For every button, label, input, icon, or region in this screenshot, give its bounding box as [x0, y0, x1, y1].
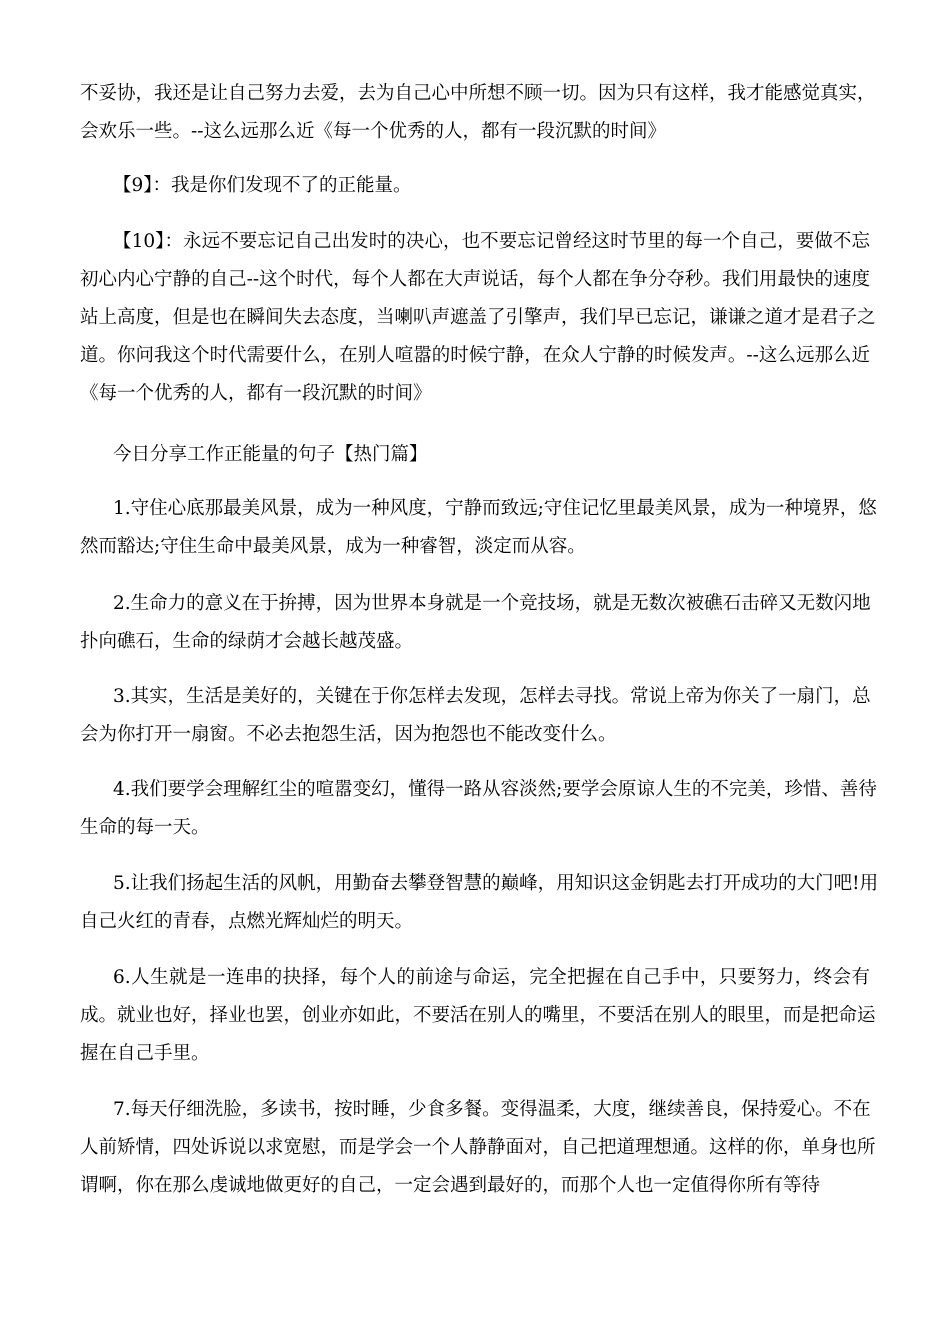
- list-item-3: [80, 678, 870, 754]
- text-line: 人前矫情，四处诉说以求宽慰，而是学会一个人静静面对，自己把道理想通。这样的你，单身也所: [80, 1137, 876, 1158]
- text-line: 3.其实，生活是美好的，关键在于你怎样去发现，怎样去寻找。常说上帝为你关了一扇门，总: [113, 686, 871, 707]
- text-line: 【9】：我是你们发现不了的正能量。: [113, 175, 412, 196]
- text-line: 1.守住心底那最美风景，成为一种风度，宁静而致远;守住记忆里最美风景，成为一种境界，悠: [113, 498, 877, 519]
- paragraph-item-9: [80, 167, 870, 205]
- paragraph-item-10: [80, 223, 876, 413]
- list-item-7: [80, 1091, 876, 1205]
- text-line: 然而豁达;守住生命中最美风景，成为一种睿智，淡定而从容。: [80, 536, 586, 557]
- text-line: 7.每天仔细洗脸，多读书，按时睡，少食多餐。变得温柔，大度，继续善良，保持爱心。不在: [113, 1099, 871, 1120]
- section-heading: [80, 436, 870, 474]
- text-line: 【10】：永远不要忘记自己出发时的决心，也不要忘记曾经这时节里的每一个自己，要做不忘: [113, 231, 870, 252]
- text-line: 谓啊，你在那么虔诚地做更好的自己，一定会遇到最好的，而那个人也一定值得你所有等待: [80, 1175, 821, 1196]
- list-item-4: [80, 771, 877, 847]
- text-line: 今日分享工作正能量的句子【热门篇】: [113, 444, 428, 465]
- text-line: 站上高度，但是也在瞬间失去态度，当喇叭声遮盖了引擎声，我们早已忘记，谦谦之道才是君子之: [80, 307, 876, 328]
- list-item-2: [80, 585, 870, 661]
- text-line: 握在自己手里。: [80, 1043, 210, 1064]
- text-line: 5.让我们扬起生活的风帆，用勤奋去攀登智慧的巅峰，用知识这金钥匙去打开成功的大门吧!用: [113, 873, 879, 894]
- text-line: 2.生命力的意义在于拚搏，因为世界本身就是一个竞技场，就是无数次被礁石击碎又无数闪地: [113, 593, 871, 614]
- text-line: 《每一个优秀的人，都有一段沉默的时间》: [80, 383, 432, 404]
- list-item-6: [80, 959, 876, 1073]
- text-line: 会为你打开一扇窗。不必去抱怨生活，因为抱怨也不能改变什么。: [80, 724, 617, 745]
- text-line: 4.我们要学会理解红尘的喧嚣变幻，懂得一路从容淡然;要学会原谅人生的不完美，珍惜、善待: [113, 779, 877, 800]
- text-line: 扑向礁石，生命的绿荫才会越长越茂盛。: [80, 631, 414, 652]
- text-line: 6.人生就是一连串的抉择，每个人的前途与命运，完全把握在自己手中，只要努力，终会有: [113, 967, 870, 988]
- text-line: 道。你问我这个时代需要什么，在别人喧嚣的时候宁静，在众人宁静的时候发声。--这么远那么近: [80, 345, 870, 366]
- text-line: 会欢乐一些。--这么远那么近《每一个优秀的人，都有一段沉默的时间》: [80, 121, 667, 142]
- list-item-1: [80, 490, 877, 566]
- text-line: 生命的每一天。: [80, 817, 210, 838]
- paragraph-continuation: [80, 75, 876, 151]
- text-line: 自己火红的青春，点燃光辉灿烂的明天。: [80, 911, 414, 932]
- text-line: 初心内心宁静的自己--这个时代，每个人都在大声说话，每个人都在争分夺秒。我们用最快的速度: [80, 269, 870, 290]
- text-line: 成。就业也好，择业也罢，创业亦如此，不要活在别人的嘴里，不要活在别人的眼里，而是把命运: [80, 1005, 876, 1026]
- list-item-5: [80, 865, 879, 941]
- text-line: 不妥协，我还是让自己努力去爱，去为自己心中所想不顾一切。因为只有这样，我才能感觉真实，: [80, 83, 876, 104]
